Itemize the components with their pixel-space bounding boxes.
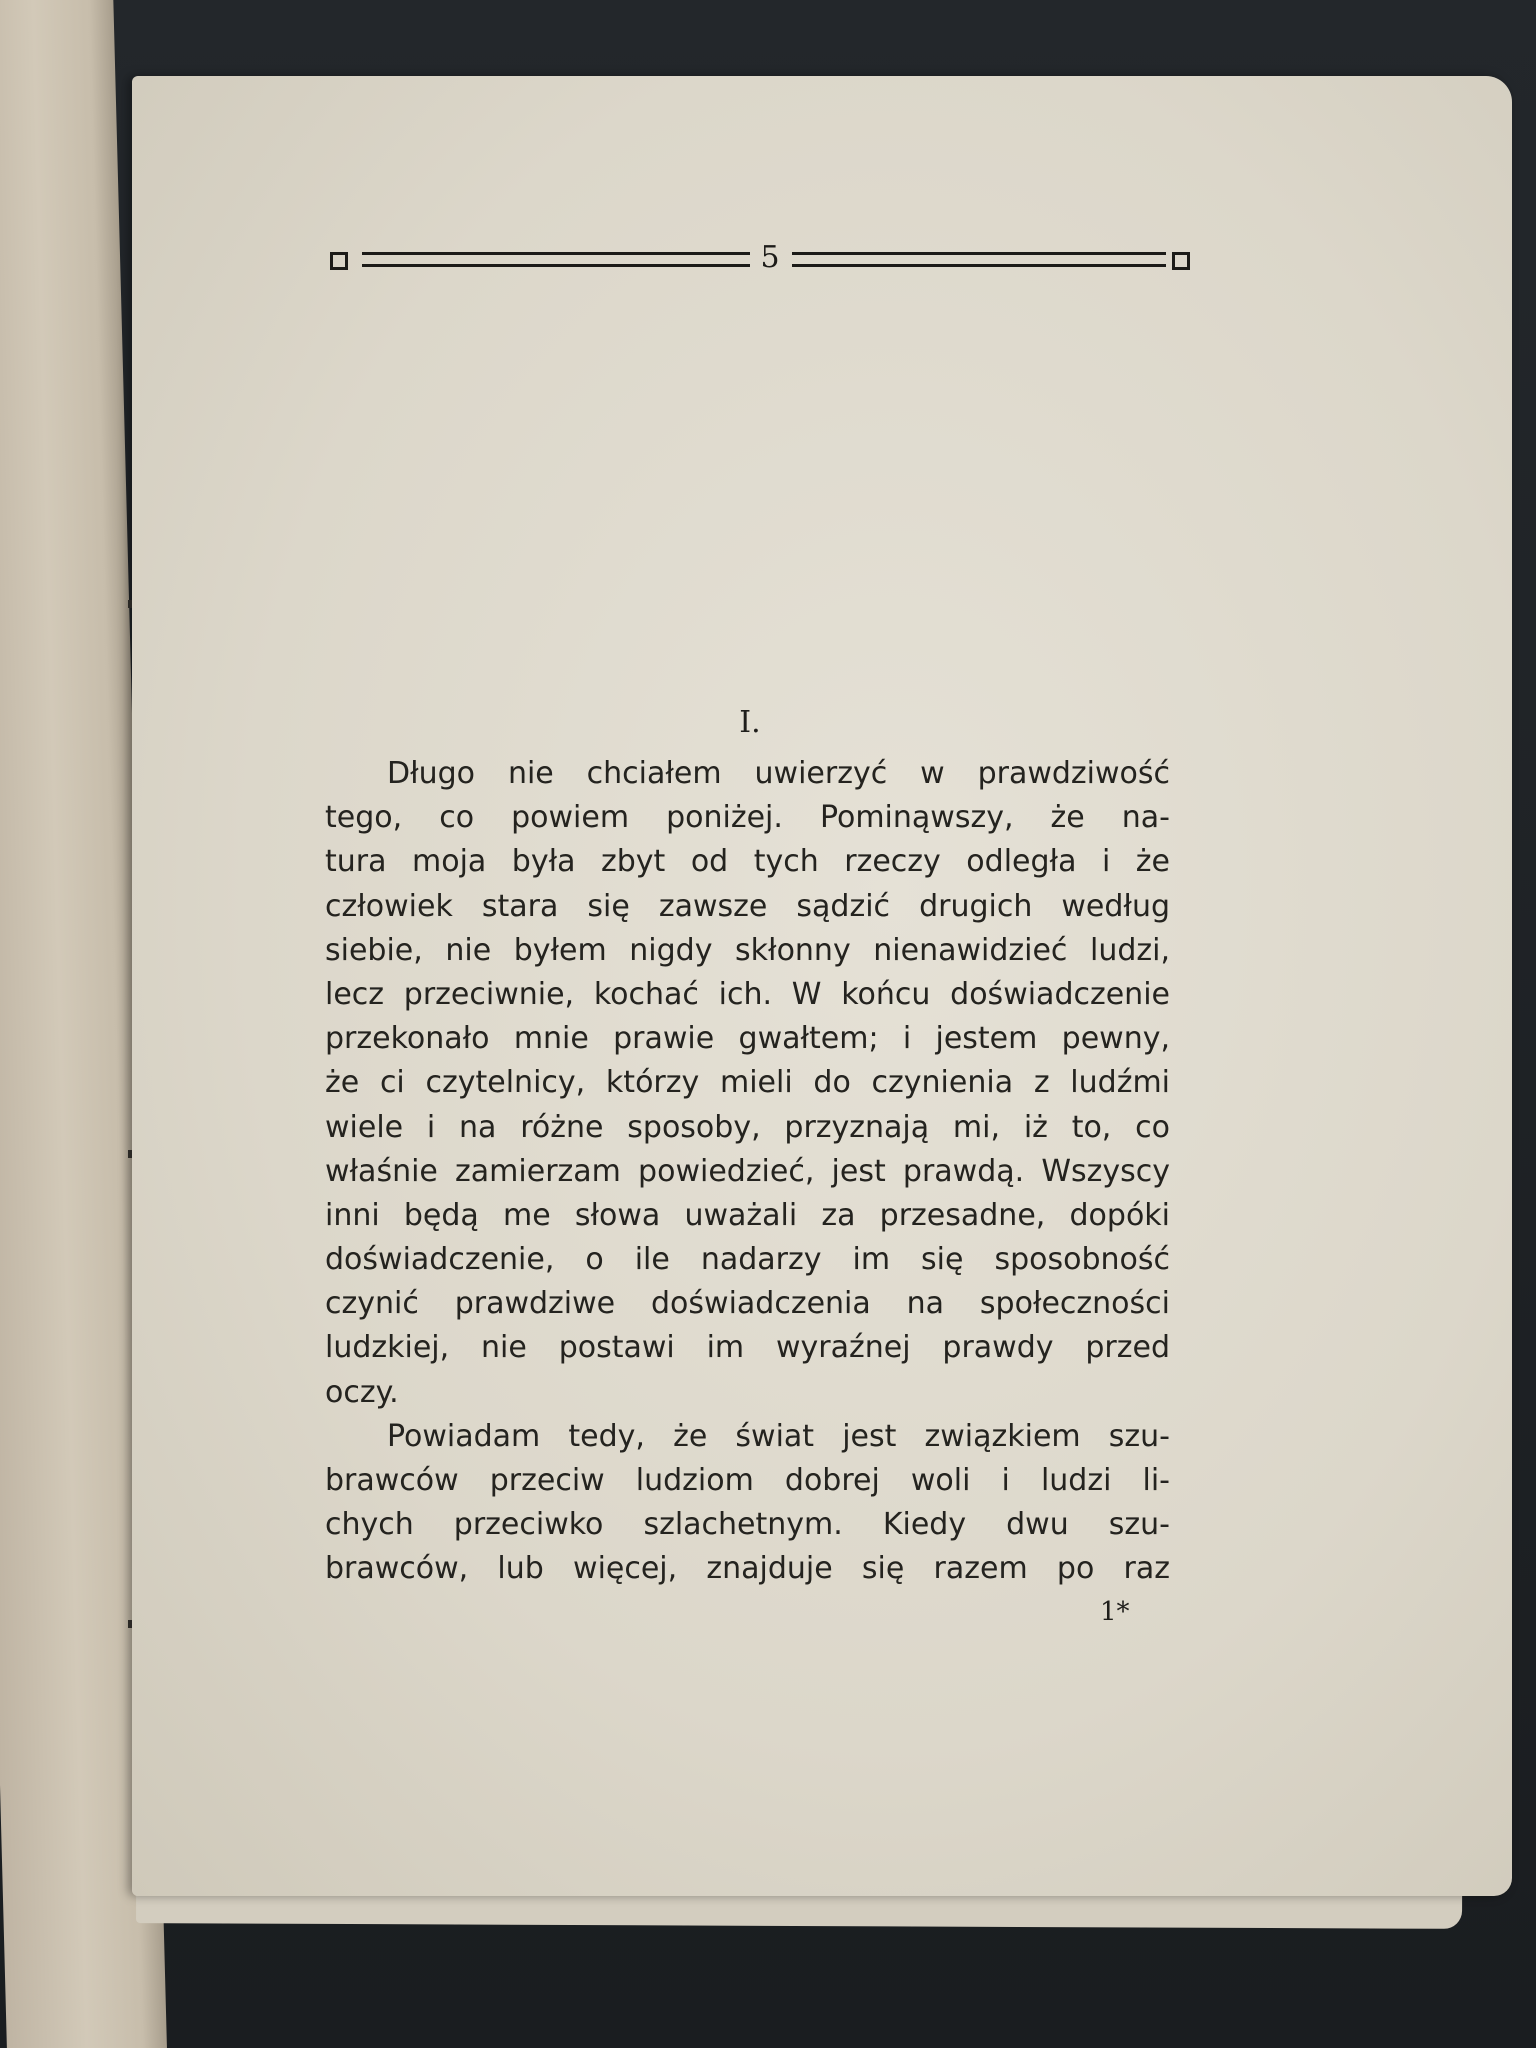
text-line: siebie, nie byłem nigdy skłonny nienawidzieć ludzi,	[325, 932, 1170, 968]
text-line: doświadczenie, o ile nadarzy im się sposobność	[325, 1242, 1170, 1278]
text-line: chych przeciwko szlachetnym. Kiedy dwu szu-	[325, 1507, 1170, 1543]
spine-stitch	[128, 600, 132, 608]
header-ornament-box	[1172, 252, 1190, 270]
chapter-heading: I.	[739, 705, 761, 740]
text-line: brawców przeciw ludziom dobrej woli i ludzi li-	[325, 1463, 1170, 1498]
text-line: ludzkiej, nie postawi im wyraźnej prawdy przed	[325, 1330, 1170, 1366]
text-line: czynić prawdziwe doświadczenia na społeczności	[325, 1286, 1170, 1322]
text-line: Powiadam tedy, że świat jest związkiem szu-	[387, 1418, 1170, 1454]
text-line: brawców, lub więcej, znajduje się razem po raz	[325, 1551, 1170, 1587]
text-line: tego, co powiem poniżej. Pominąwszy, że na-	[325, 800, 1170, 836]
spine-stitch	[128, 1150, 132, 1158]
text-line: Długo nie chciałem uwierzyć w prawdziwość	[387, 756, 1170, 791]
text-line: właśnie zamierzam powiedzieć, jest prawdą. Wszyscy	[325, 1153, 1170, 1189]
text-line: wiele i na różne sposoby, przyznają mi, iż to, co	[325, 1109, 1170, 1145]
text-line: tura moja była zbyt od tych rzeczy odległa i że	[325, 844, 1170, 880]
spine-stitch	[128, 1620, 132, 1628]
text-line: inni będą me słowa uważali za przesadne, dopóki	[325, 1197, 1170, 1233]
header-ornament-box	[330, 252, 348, 270]
text-line: przekonało mnie prawie gwałtem; i jestem pewny,	[325, 1021, 1170, 1057]
page-number: 5	[760, 240, 780, 275]
header-double-rule	[362, 252, 750, 267]
text-line: człowiek stara się zawsze sądzić drugich według	[325, 888, 1170, 924]
text-line: lecz przeciwnie, kochać ich. W końcu doświadczenie	[325, 976, 1170, 1012]
printer-signature-mark: 1*	[1100, 1597, 1130, 1627]
text-line: oczy.	[325, 1374, 399, 1410]
header-double-rule	[792, 252, 1166, 267]
text-line: że ci czytelnicy, którzy mieli do czynienia z ludźmi	[325, 1065, 1170, 1101]
body-text	[325, 752, 1170, 1592]
page-header	[330, 236, 1190, 286]
